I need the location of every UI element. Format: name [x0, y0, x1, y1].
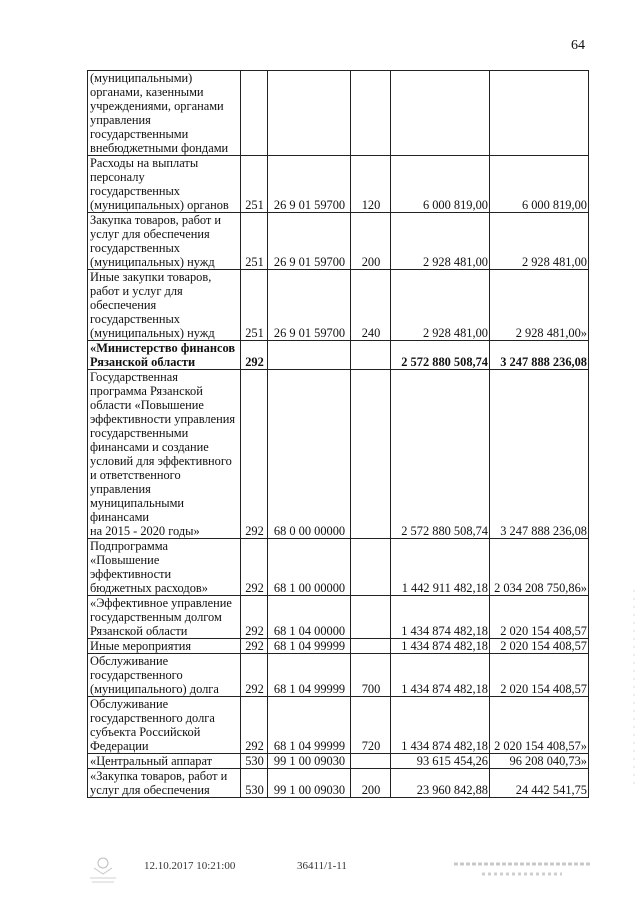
- cell-sum-2018: 1 434 874 482,18: [391, 697, 490, 754]
- footer-doc-number: 36411/1-11: [297, 860, 347, 872]
- cell-sum-2018: 2 928 481,00: [391, 270, 490, 341]
- cell-name-line: на 2015 - 2020 годы»: [90, 524, 200, 538]
- table-row: [88, 754, 589, 769]
- document-footer: [0, 858, 640, 898]
- cell-name-line: государственного долга: [90, 711, 215, 725]
- cell-name-line: Расходы на выплаты: [90, 156, 199, 170]
- table-row: [88, 539, 589, 596]
- cell-name-line: финансами: [90, 510, 150, 524]
- cell-name: [88, 270, 241, 341]
- cell-name-line: «Повышение: [90, 553, 160, 567]
- cell-name-line: Закупка товаров, работ и: [90, 213, 222, 227]
- cell-name: [88, 213, 241, 270]
- cell-sum-2019: 96 208 040,73»: [490, 754, 589, 769]
- cell-name-line: учреждениями, органами: [90, 99, 224, 113]
- cell-name-line: работ и услуг для: [90, 284, 183, 298]
- cell-name-line: Рязанской области: [90, 624, 188, 638]
- cell-vr: [351, 370, 391, 539]
- cell-name-line: (муниципального) долга: [90, 682, 219, 696]
- table-row: [88, 341, 589, 370]
- cell-sum-2018: 93 615 454,26: [391, 754, 490, 769]
- cell-vr: 720: [351, 697, 391, 754]
- cell-csr: 68 1 00 00000: [268, 539, 351, 596]
- cell-name-line: условий для эффективного: [90, 454, 232, 468]
- cell-csr: 68 1 04 00000: [268, 596, 351, 639]
- cell-name-line: органами, казенными: [90, 85, 204, 99]
- cell-name: [88, 370, 241, 539]
- cell-name-line: «Центральный аппарат: [90, 754, 213, 768]
- cell-name-line: управления: [90, 482, 151, 496]
- table-row: [88, 213, 589, 270]
- cell-sum-2019: 2 020 154 408,57: [490, 596, 589, 639]
- cell-name: [88, 539, 241, 596]
- cell-name-line: области «Повышение: [90, 398, 204, 412]
- cell-vr: 240: [351, 270, 391, 341]
- cell-name-line: государственными: [90, 426, 189, 440]
- cell-name-line: государственного: [90, 668, 183, 682]
- cell-name-line: внебюджетными фондами: [90, 141, 229, 155]
- cell-sum-2019: 2 020 154 408,57: [490, 639, 589, 654]
- cell-name-line: Государственная: [90, 370, 178, 384]
- cell-name-line: финансами и создание: [90, 440, 209, 454]
- cell-name: [88, 596, 241, 639]
- cell-sum-2018: 1 442 911 482,18: [391, 539, 490, 596]
- table-row: [88, 370, 589, 539]
- cell-sum-2019: 2 034 208 750,86»: [490, 539, 589, 596]
- cell-ved: 292: [241, 539, 268, 596]
- cell-vr: 200: [351, 213, 391, 270]
- table-row: [88, 769, 589, 798]
- cell-csr: 26 9 01 59700: [268, 156, 351, 213]
- scan-edge-marks-icon: [630, 590, 638, 790]
- cell-name-line: «Министерство финансов: [90, 341, 236, 355]
- footer-datetime: 12.10.2017 10:21:00: [144, 860, 236, 872]
- cell-csr: 26 9 01 59700: [268, 270, 351, 341]
- cell-vr: [351, 754, 391, 769]
- cell-name-line: (муниципальных) нужд: [90, 326, 215, 340]
- cell-vr: 120: [351, 156, 391, 213]
- cell-name-line: Федерации: [90, 739, 149, 753]
- cell-name-line: (муниципальных) нужд: [90, 255, 215, 269]
- cell-name-line: услуг для обеспечения: [90, 783, 210, 797]
- budget-table: [87, 70, 589, 798]
- cell-name-line: программа Рязанской: [90, 384, 203, 398]
- cell-csr: 99 1 00 09030: [268, 769, 351, 798]
- cell-vr: [351, 341, 391, 370]
- cell-name-line: (муниципальных) органов: [90, 198, 229, 212]
- cell-vr: 200: [351, 769, 391, 798]
- cell-vr: 700: [351, 654, 391, 697]
- cell-csr: 99 1 00 09030: [268, 754, 351, 769]
- cell-sum-2019: 3 247 888 236,08: [490, 341, 589, 370]
- page-number: 64: [571, 38, 585, 53]
- cell-vr: [351, 71, 391, 156]
- cell-name-line: и ответственного: [90, 468, 181, 482]
- cell-sum-2019: 6 000 819,00: [490, 156, 589, 213]
- cell-sum-2018: 2 572 880 508,74: [391, 341, 490, 370]
- cell-name-line: государственными: [90, 127, 189, 141]
- cell-sum-2019: 24 442 541,75: [490, 769, 589, 798]
- cell-csr: 68 1 04 99999: [268, 639, 351, 654]
- table-row: [88, 596, 589, 639]
- cell-sum-2018: 2 572 880 508,74: [391, 370, 490, 539]
- table-row: [88, 639, 589, 654]
- cell-ved: 292: [241, 639, 268, 654]
- cell-name-line: Обслуживание: [90, 697, 169, 711]
- cell-name: [88, 639, 241, 654]
- cell-name-line: управления: [90, 113, 151, 127]
- table-row: [88, 697, 589, 754]
- emblem-seal-icon: [84, 854, 122, 884]
- cell-vr: [351, 596, 391, 639]
- cell-name-line: государственных: [90, 241, 181, 255]
- cell-sum-2018: 23 960 842,88: [391, 769, 490, 798]
- cell-ved: 251: [241, 213, 268, 270]
- table-row: [88, 71, 589, 156]
- cell-sum-2018: [391, 71, 490, 156]
- cell-sum-2019: [490, 71, 589, 156]
- cell-ved: 251: [241, 156, 268, 213]
- cell-name-line: обеспечения: [90, 298, 157, 312]
- cell-name-line: государственным долгом: [90, 610, 222, 624]
- cell-ved: [241, 71, 268, 156]
- cell-csr: 68 1 04 99999: [268, 654, 351, 697]
- cell-csr: 68 1 04 99999: [268, 697, 351, 754]
- cell-sum-2018: 1 434 874 482,18: [391, 654, 490, 697]
- cell-name-line: «Эффективное управление: [90, 596, 232, 610]
- cell-name-line: Иные мероприятия: [90, 639, 192, 653]
- cell-name: [88, 654, 241, 697]
- cell-ved: 251: [241, 270, 268, 341]
- cell-ved: 292: [241, 654, 268, 697]
- cell-ved: 292: [241, 370, 268, 539]
- cell-name-line: Иные закупки товаров,: [90, 270, 212, 284]
- table-row: [88, 270, 589, 341]
- cell-sum-2019: 2 020 154 408,57: [490, 654, 589, 697]
- cell-ved: 292: [241, 697, 268, 754]
- cell-name-line: персоналу: [90, 170, 145, 184]
- cell-name: [88, 71, 241, 156]
- cell-sum-2018: 1 434 874 482,18: [391, 639, 490, 654]
- cell-name-line: Рязанской области: [90, 355, 196, 369]
- cell-name-line: «Закупка товаров, работ и: [90, 769, 228, 783]
- budget-table-body: [88, 71, 589, 798]
- cell-sum-2019: 3 247 888 236,08: [490, 370, 589, 539]
- cell-name-line: (муниципальными): [90, 71, 193, 85]
- cell-name-line: эффективности: [90, 567, 172, 581]
- cell-sum-2019: 2 020 154 408,57»: [490, 697, 589, 754]
- cell-ved: 530: [241, 769, 268, 798]
- cell-sum-2018: 1 434 874 482,18: [391, 596, 490, 639]
- cell-sum-2019: 2 928 481,00»: [490, 270, 589, 341]
- table-row: [88, 654, 589, 697]
- cell-name-line: государственных: [90, 184, 181, 198]
- cell-name: [88, 769, 241, 798]
- cell-vr: [351, 539, 391, 596]
- cell-name-line: бюджетных расходов»: [90, 581, 208, 595]
- cell-name-line: Подпрограмма: [90, 539, 168, 553]
- cell-sum-2019: 2 928 481,00: [490, 213, 589, 270]
- cell-ved: 292: [241, 596, 268, 639]
- cell-name-line: Обслуживание: [90, 654, 169, 668]
- cell-csr: [268, 71, 351, 156]
- cell-name-line: государственных: [90, 312, 181, 326]
- cell-vr: [351, 639, 391, 654]
- cell-name: [88, 156, 241, 213]
- cell-name: [88, 697, 241, 754]
- electronic-signature-stamp-icon: [452, 858, 592, 880]
- cell-csr: 68 0 00 00000: [268, 370, 351, 539]
- table-row: [88, 156, 589, 213]
- cell-name-line: муниципальными: [90, 496, 185, 510]
- cell-name-line: субъекта Российской: [90, 725, 201, 739]
- cell-sum-2018: 6 000 819,00: [391, 156, 490, 213]
- cell-sum-2018: 2 928 481,00: [391, 213, 490, 270]
- cell-name-line: эффективности управления: [90, 412, 236, 426]
- cell-name: [88, 341, 241, 370]
- cell-name: [88, 754, 241, 769]
- cell-csr: [268, 341, 351, 370]
- cell-ved: 292: [241, 341, 268, 370]
- cell-name-line: услуг для обеспечения: [90, 227, 210, 241]
- cell-csr: 26 9 01 59700: [268, 213, 351, 270]
- cell-ved: 530: [241, 754, 268, 769]
